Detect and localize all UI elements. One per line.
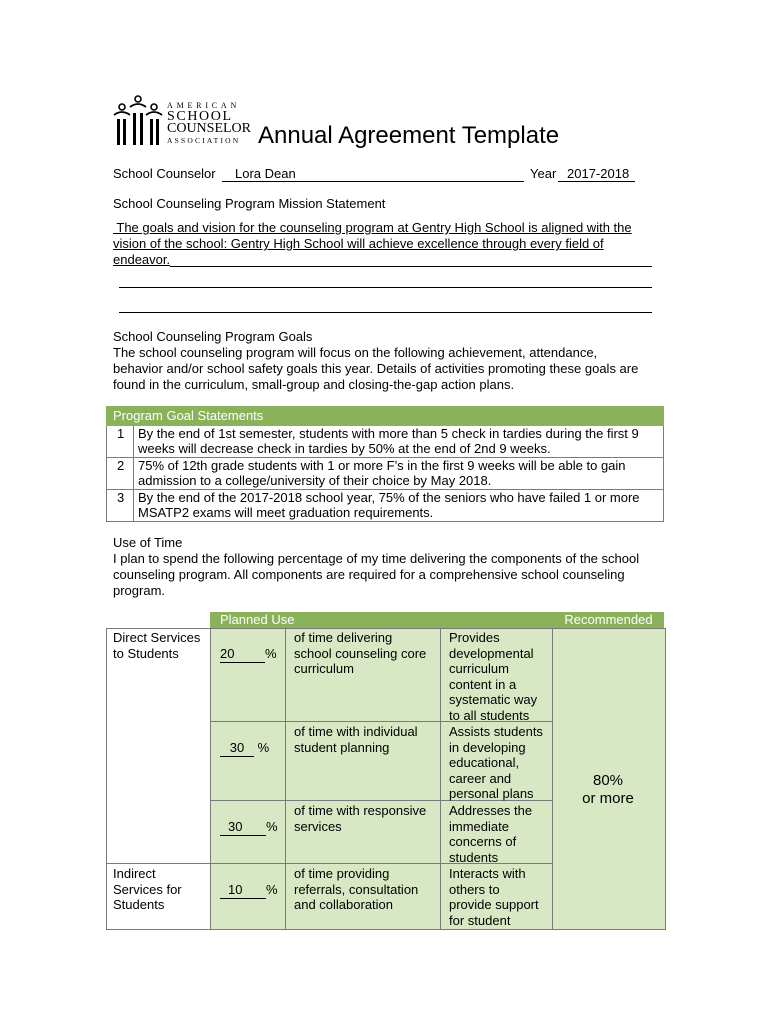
activity-line: student planning [294, 739, 390, 755]
logo-text-counselor: COUNSELOR [167, 121, 252, 136]
purpose-line: students [449, 849, 499, 865]
table-row [107, 457, 664, 489]
recommended-value [552, 772, 664, 808]
mission-line-3: endeavor. [113, 252, 171, 267]
purpose-line: personal plans [449, 786, 534, 802]
activity-line: of time delivering [294, 630, 393, 645]
logo-text-american: AMERICAN [167, 101, 241, 110]
purpose-line: developmental [449, 645, 534, 661]
percent-value: 30 [228, 819, 243, 834]
indirect-services-label [113, 866, 182, 913]
direct-label-line: Direct Services [113, 630, 201, 645]
page-title: Annual Agreement Template [258, 122, 560, 149]
percent-field [220, 882, 278, 899]
mission-blank-rest [170, 252, 652, 267]
table-row [107, 425, 664, 457]
recommended-line: or more [582, 790, 634, 807]
recommended-line: 80% [592, 772, 624, 789]
use-of-time-heading: Use of Time [113, 535, 183, 550]
use-of-time-line-1: I plan to spend the following percentage of my time delivering the components of the school [113, 551, 640, 566]
purpose-line: career and [449, 770, 512, 786]
indirect-label-line: Students [113, 897, 165, 913]
percent-sign: % [265, 646, 277, 661]
program-goals-table [106, 406, 664, 522]
activity-line: referrals, consultation [294, 881, 419, 897]
activity-line: curriculum [294, 661, 354, 677]
purpose-text [449, 630, 537, 724]
percent-sign: % [257, 740, 270, 755]
counselor-label: School Counselor [113, 166, 216, 181]
mission-heading: School Counseling Program Mission Statement [113, 196, 386, 211]
purpose-line: provide support [449, 897, 539, 913]
goals-text-line-1: The school counseling program will focus on the following achievement, attendance, [113, 345, 598, 360]
year-value: 2017-2018 [567, 166, 630, 181]
activity-line: services [294, 818, 342, 834]
activity-text [294, 630, 426, 677]
purpose-line: Assists students [449, 724, 543, 739]
purpose-line: educational, [449, 755, 520, 771]
indirect-label-line: Indirect [113, 866, 156, 881]
goal-line: 75% of 12th grade students with 1 or more F’s in the first 9 weeks will be able to gain [138, 457, 626, 473]
goal-statement [134, 425, 664, 457]
purpose-text [449, 803, 532, 865]
percent-sign: % [266, 882, 278, 897]
logo-text-school: SCHOOL [167, 109, 233, 124]
purpose-line: immediate [449, 818, 509, 834]
mission-line-2: vision of the school: Gentry High School will achieve excellence through every field of [113, 236, 604, 251]
table-row [107, 489, 664, 521]
activity-text [294, 866, 418, 913]
activity-text [294, 724, 418, 755]
mission-line-1: The goals and vision for the counseling program at Gentry High School is aligned with the [113, 220, 632, 235]
activity-text [294, 803, 426, 834]
use-of-time-line-3: program. [113, 583, 166, 598]
asca-logo [112, 95, 252, 147]
goal-statement [134, 457, 664, 489]
goal-statement [134, 489, 664, 521]
goal-line: weeks will decrease check in tardies by 50% at the end of 2nd 9 weeks. [138, 441, 551, 456]
purpose-text [449, 724, 543, 802]
goals-heading: School Counseling Program Goals [113, 329, 313, 344]
purpose-line: others to [449, 881, 500, 897]
goal-number: 3 [107, 489, 134, 521]
goal-number: 2 [107, 457, 134, 489]
goals-table-header: Program Goal Statements [107, 407, 664, 426]
mission-blank-line-1 [119, 273, 652, 288]
recommended-header: Recommended [553, 612, 664, 628]
activity-line: of time with responsive [294, 803, 427, 818]
goals-text-line-3: found in the curriculum, small-group and closing-the-gap action plans. [113, 377, 515, 392]
planned-use-header: Planned Use [210, 612, 562, 628]
purpose-line: systematic way [449, 692, 538, 708]
year-label: Year [530, 166, 557, 181]
percent-sign: % [266, 819, 278, 834]
use-of-time-line-2: counseling program. All components are required for a comprehensive school counseling [113, 567, 625, 582]
goals-text-line-2: behavior and/or school safety goals this year. Details of activities promoting these goals are [113, 361, 639, 376]
percent-field [220, 740, 269, 757]
purpose-line: concerns of [449, 834, 517, 850]
purpose-text [449, 866, 539, 928]
goal-line: By the end of the 2017-2018 school year, 75% of the seniors who have failed 1 or more [138, 489, 640, 505]
goal-line: MSATP2 exams will meet graduation requirements. [138, 505, 434, 520]
goal-line: admission to a college/university of their choice by May 2018. [138, 473, 492, 488]
activity-line: of time with individual [294, 724, 418, 739]
use-of-time-table [106, 612, 666, 930]
percent-value: 20 [220, 646, 235, 661]
logo-text-association: ASSOCIATION [167, 136, 241, 145]
mission-blank-line-2 [119, 298, 652, 313]
direct-services-label [113, 630, 200, 661]
activity-line: and collaboration [294, 897, 394, 913]
purpose-line: to all students [449, 707, 530, 723]
people-icon [112, 95, 168, 147]
purpose-line: in developing [449, 739, 526, 755]
purpose-line: content in a [449, 676, 517, 692]
activity-line: of time providing [294, 866, 390, 881]
counselor-name: Lora Dean [235, 166, 296, 181]
percent-value: 10 [228, 882, 243, 897]
purpose-line: Addresses the [449, 803, 533, 818]
indirect-label-line: Services for [113, 881, 182, 897]
goal-number: 1 [107, 425, 134, 457]
percent-field [220, 646, 277, 663]
activity-line: school counseling core [294, 645, 427, 661]
purpose-line: Provides [449, 630, 500, 645]
direct-label-line: to Students [113, 645, 179, 661]
purpose-line: for student [449, 912, 511, 928]
purpose-line: curriculum [449, 661, 509, 677]
goal-line: By the end of 1st semester, students with more than 5 check in tardies during the first 9 [138, 425, 639, 441]
percent-value: 30 [229, 740, 245, 755]
percent-field [220, 819, 278, 836]
purpose-line: Interacts with [449, 866, 526, 881]
